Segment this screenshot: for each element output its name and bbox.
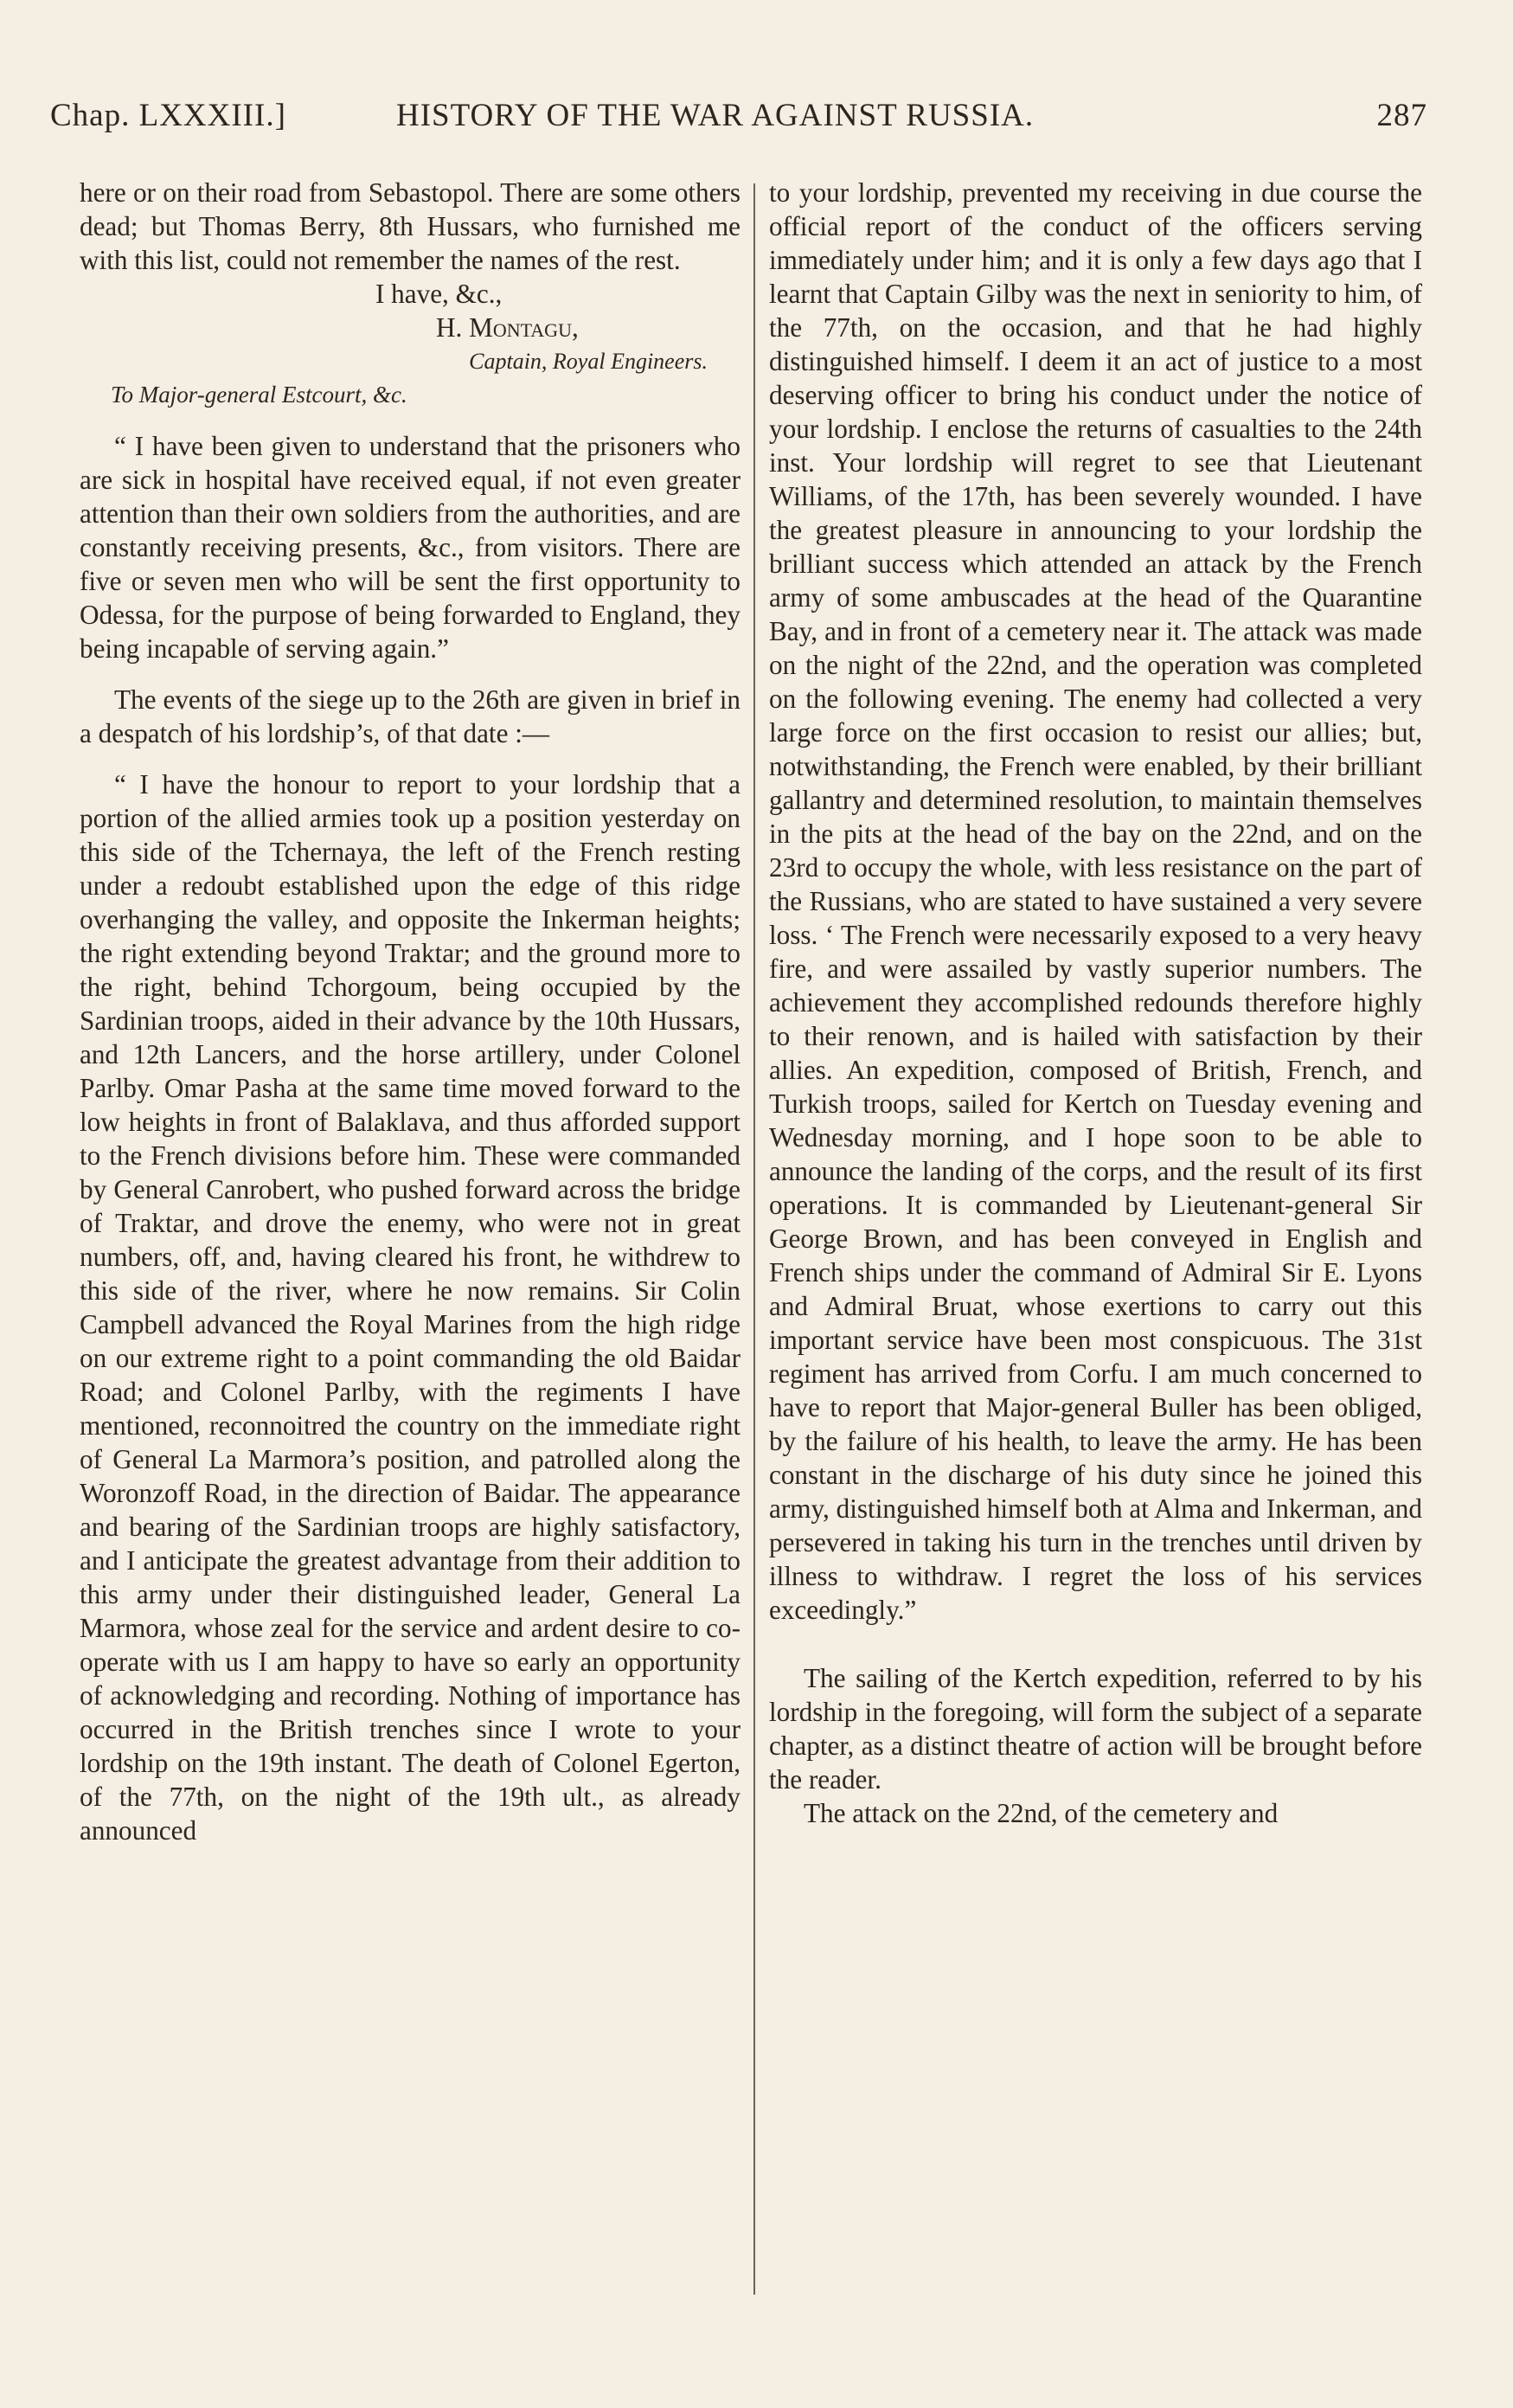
narrative-paragraph-start: The attack on the 22nd, of the cemetery and	[804, 1798, 1279, 1828]
right-column	[769, 176, 1422, 1830]
despatch-paragraph-continued: to your lordship, prevented my receiving in due course the official report of the conduct of the officers serving immediately under him; and it is only a few days ago that I learnt that Captain Gilby was the next in seniority to him, of the 77th, on the occasion, and that he had highly distinguished himself. I deem it an act of justice to a most deserving officer to bring his conduct under the notice of your lordship. I enclose the returns of casualties to the 24th inst. Your lordship will regret to see that Lieutenant Williams, of the 17th, has been severely wounded. I have the greatest pleasure in announcing to your lordship the brilliant success which attended an attack by the French army of some ambuscades at the head of the Quarantine Bay, and in front of a cemetery near it. The attack was made on the night of the 22nd, and the operation was completed on the following evening. The enemy had collected a very large force on the first occasion to resist our allies; but, notwithstanding, the French were enabled, by their brilliant gallantry and determined resolution, to maintain themselves in the pits at the head of the bay on the 22nd, and on the 23rd to occupy the whole, with less resistance on the part of the Russians, who are stated to have sustained a very severe loss. ‘ The French were necessarily exposed to a very heavy fire, and were assailed by vastly superior numbers. The achievement they accomplished redounds therefore highly to their renown, and is hailed with satisfaction by their allies. An expedition, composed of British, French, and Turkish troops, sailed for Kertch on Tuesday evening and Wednesday morning, and I hope soon to be able to announce the landing of the corps, and the result of its first operations. It is commanded by Lieutenant-general Sir George Brown, and has been conveyed in English and French ships under the command of Admiral Sir E. Lyons and Admiral Bruat, whose exertions to carry out this important service have been most conspicuous. The 31st regiment has arrived from Corfu. I am much concerned to have to report that Major-general Buller has been obliged, by the failure of his health, to leave the army. He has been constant in the discharge of his duty since he joined this army, distinguished himself both at Alma and Inkerman, and persevered in taking his turn in the trenches until driven by illness to withdraw. I regret the loss of his services exceedingly.”	[769, 177, 1422, 1625]
signature-rank: Captain, Royal Engineers.	[469, 349, 708, 374]
narrative-paragraph: The sailing of the Kertch expedition, referred to by his lordship in the foregoing, will form the subject of a separate chapter, as a distinct theatre of action will be brought before the reader.	[769, 1663, 1422, 1795]
running-header	[50, 97, 1427, 140]
narrative-paragraph: The events of the siege up to the 26th are given in brief in a despatch of his lordship’s, of that date :—	[80, 684, 740, 748]
paragraph-continued: here or on their road from Sebastopol. There are some others dead; but Thomas Berry, 8th Hussars, who furnished me with this list, could not remember the names of the rest.	[80, 177, 740, 275]
left-column	[80, 176, 740, 1847]
chapter-label: Chap. LXXXIII.]	[50, 98, 286, 133]
column-divider	[753, 183, 755, 2295]
despatch-paragraph: “ I have the honour to report to your lordship that a portion of the allied armies took up a position yesterday on this side of the Tchernaya, the left of the French resting under a redoubt established upon the edge of this ridge overhanging the valley, and opposite the Inkerman heights; the right extending beyond Traktar; and the ground more to the right, behind Tchorgoum, being occupied by the Sardinian troops, aided in their advance by the 10th Hussars, and 12th Lancers, and the horse artillery, under Colonel Parlby. Omar Pasha at the same time moved forward to the low heights in front of Balaklava, and thus afforded support to the French divisions before him. These were commanded by General Canrobert, who pushed forward across the bridge of Traktar, and drove the enemy, who were not in great numbers, off, and, having cleared his front, he withdrew to this side of the river, where he now remains. Sir Colin Campbell advanced the Royal Marines from the high ridge on our extreme right to a point commanding the old Baidar Road; and Colonel Parlby, with the regiments I have mentioned, reconnoitred the country on the immediate right of General La Marmora’s position, and patrolled along the Woronzoff Road, in the direction of Baidar. The appearance and bearing of the Sardinian troops are highly satisfactory, and I anticipate the greatest advantage from their addition to this army under their distinguished leader, General La Marmora, whose zeal for the service and ardent desire to co-operate with us I am happy to have so early an opportunity of acknowledging and recording. Nothing of importance has occurred in the British trenches since I wrote to your lordship on the 19th instant. The death of Colonel Egerton, of the 77th, on the night of the 19th ult., as already announced	[80, 769, 740, 1846]
signature-name: H. Montagu,	[436, 312, 579, 343]
signature-closing: I have, &c.,	[375, 279, 503, 309]
running-title: HISTORY OF THE WAR AGAINST RUSSIA.	[396, 98, 1035, 133]
quoted-paragraph: “ I have been given to understand that the prisoners who are sick in hospital have received equal, if not even greater attention than their own soldiers from the authorities, and are constantly receiving presents, &c., from visitors. There are five or seven men who will be sent the first opportunity to Odessa, for the purpose of being forwarded to England, they being incapable of serving again.”	[80, 431, 740, 664]
signature-addressee: To Major-general Estcourt, &c.	[111, 382, 407, 408]
page-number: 287	[1376, 98, 1427, 133]
